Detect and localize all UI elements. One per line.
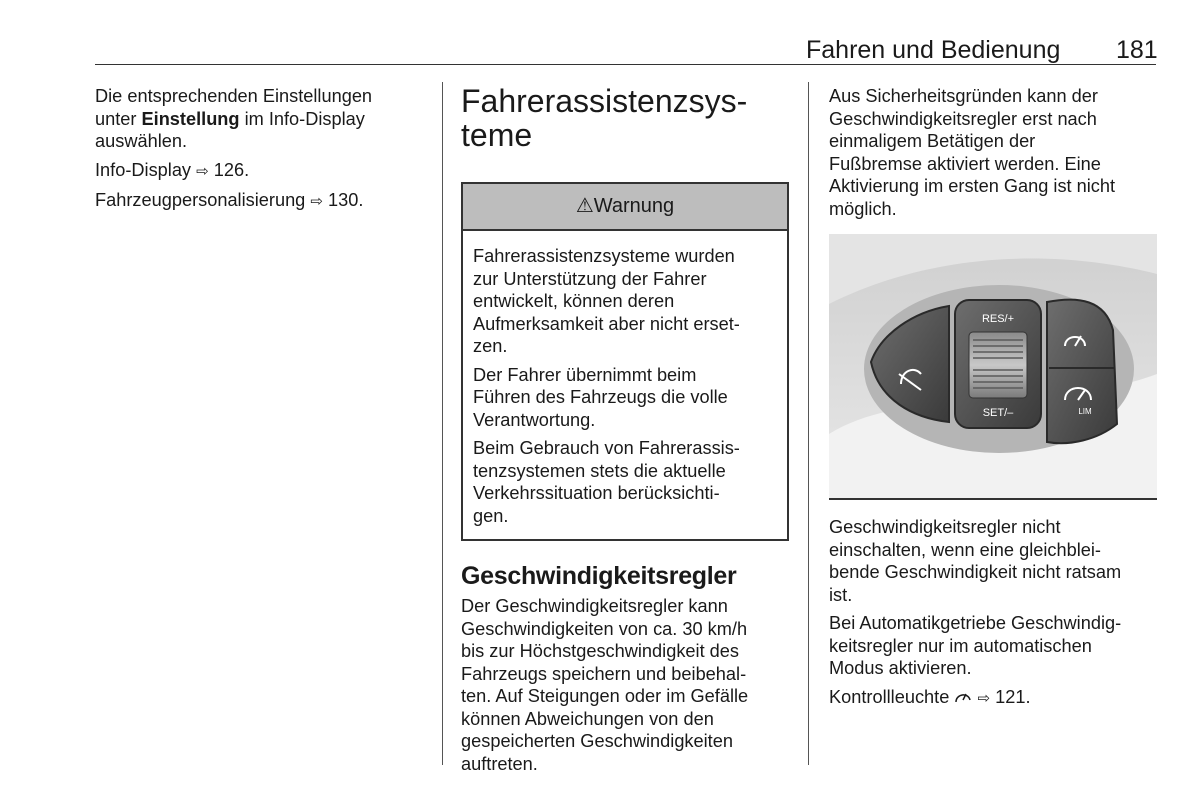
automatic-paragraph xyxy=(829,612,1159,680)
text-line: einmaligem Betätigen der xyxy=(829,131,1036,151)
personalisation-reference xyxy=(95,189,415,214)
text-line: auftreten. xyxy=(461,753,538,774)
indicator-reference xyxy=(829,686,1159,711)
text-line: können Abweichungen von den xyxy=(461,708,714,729)
text-line: Verkehrssituation berücksichti- xyxy=(473,483,720,503)
text-line: ten. Auf Steigungen oder im Gefälle xyxy=(461,686,749,706)
warning-body xyxy=(463,231,787,539)
warning-title: Warnung xyxy=(593,195,675,217)
text-line xyxy=(95,108,415,131)
text-line: bende Geschwindigkeit nicht ratsam xyxy=(829,562,1122,582)
caution-paragraph xyxy=(829,516,1159,606)
text-line: Der Geschwindigkeitsregler kann xyxy=(461,596,728,616)
page-number: 181 xyxy=(1116,36,1158,64)
warning-paragraph xyxy=(473,364,777,432)
warning-paragraph xyxy=(473,437,777,527)
warning-triangle-icon: ⚠ xyxy=(575,195,594,217)
text-fragment: im Info-Display xyxy=(239,108,365,129)
text-line: einschalten, wenn eine gleichblei- xyxy=(829,539,1101,560)
heading-line: teme xyxy=(461,117,533,153)
text-line: Fahrzeugs speichern und beibehal- xyxy=(461,663,747,684)
subsection-heading: Geschwindigkeitsregler xyxy=(461,562,737,590)
right-column xyxy=(829,85,1159,716)
text-line: Geschwindigkeiten von ca. 30 km/h xyxy=(461,618,748,639)
res-label: RES/+ xyxy=(981,313,1015,325)
reference-text: Kontrollleuchte xyxy=(829,686,950,707)
text-line: Geschwindigkeitsregler nicht xyxy=(829,517,1061,537)
left-column xyxy=(95,85,415,220)
text-line: Aus Sicherheitsgründen kann der xyxy=(829,86,1098,106)
middle-column xyxy=(461,84,791,781)
reference-text: Info-Display xyxy=(95,159,192,180)
safety-paragraph xyxy=(829,85,1159,220)
cruise-indicator-icon xyxy=(954,690,972,704)
reference-text: Fahrzeugpersonalisierung xyxy=(95,190,306,210)
page-arrow-icon: ⇨ xyxy=(310,193,323,210)
text-line: Geschwindigkeitsregler erst nach xyxy=(829,108,1097,129)
text-line: Führen des Fahrzeugs die volle xyxy=(473,387,728,407)
text-line: Modus aktivieren. xyxy=(829,658,972,678)
text-line: zur Unterstützung der Fahrer xyxy=(473,268,707,289)
text-line: Aufmerksamkeit aber nicht erset- xyxy=(473,313,740,334)
reference-page: 130. xyxy=(328,190,364,210)
warning-box xyxy=(461,182,789,541)
column-divider-right xyxy=(808,82,809,765)
cruise-mode-buttons xyxy=(1047,300,1117,444)
text-line: auswählen. xyxy=(95,131,188,151)
reference-page: 121. xyxy=(995,686,1031,707)
chapter-title: Fahren und Bedienung xyxy=(806,36,1061,64)
cruise-control-paragraph xyxy=(461,595,791,775)
text-line: bis zur Höchstgeschwindigkeit des xyxy=(461,641,739,661)
warning-header xyxy=(463,184,787,231)
text-line: Fahrerassistenzsysteme wurden xyxy=(473,246,735,266)
lim-label: LIM xyxy=(1078,407,1092,416)
text-line: entwickelt, können deren xyxy=(473,291,675,311)
text-line: möglich. xyxy=(829,198,897,219)
settings-paragraph xyxy=(95,85,415,153)
page-arrow-icon: ⇨ xyxy=(977,689,991,707)
text-line: tenzsystemen stets die aktuelle xyxy=(473,460,726,481)
bold-term: Einstellung xyxy=(141,108,240,129)
info-display-reference xyxy=(95,159,415,184)
heading-line: Fahrerassistenzsys- xyxy=(461,83,748,119)
reference-page: 126. xyxy=(213,159,250,180)
text-line: gen. xyxy=(473,505,509,526)
text-line: Fußbremse aktiviert werden. Eine xyxy=(829,153,1101,174)
text-line: Beim Gebrauch von Fahrerassis- xyxy=(473,438,740,458)
text-line: Aktivierung im ersten Gang ist nicht xyxy=(829,176,1116,196)
text-line: ist. xyxy=(829,584,853,605)
set-label: SET/– xyxy=(982,407,1014,419)
header-divider xyxy=(95,64,1156,65)
text-line: keitsregler nur im automatischen xyxy=(829,635,1092,656)
column-divider-left xyxy=(442,82,443,765)
text-line: Die entsprechenden Einstellungen xyxy=(95,86,373,106)
text-line: Der Fahrer übernimmt beim xyxy=(473,364,697,385)
text-line: Verantwortung. xyxy=(473,409,596,430)
text-line: zen. xyxy=(473,336,508,356)
steering-wheel-illustration xyxy=(829,234,1157,498)
page-arrow-icon: ⇨ xyxy=(196,162,209,180)
steering-wheel-controls-figure xyxy=(829,234,1157,500)
text-line: Bei Automatikgetriebe Geschwindig- xyxy=(829,613,1122,633)
text-fragment: unter xyxy=(95,108,142,129)
text-line: gespeicherten Geschwindigkeiten xyxy=(461,731,733,751)
section-heading xyxy=(461,84,791,152)
warning-paragraph xyxy=(473,245,777,358)
